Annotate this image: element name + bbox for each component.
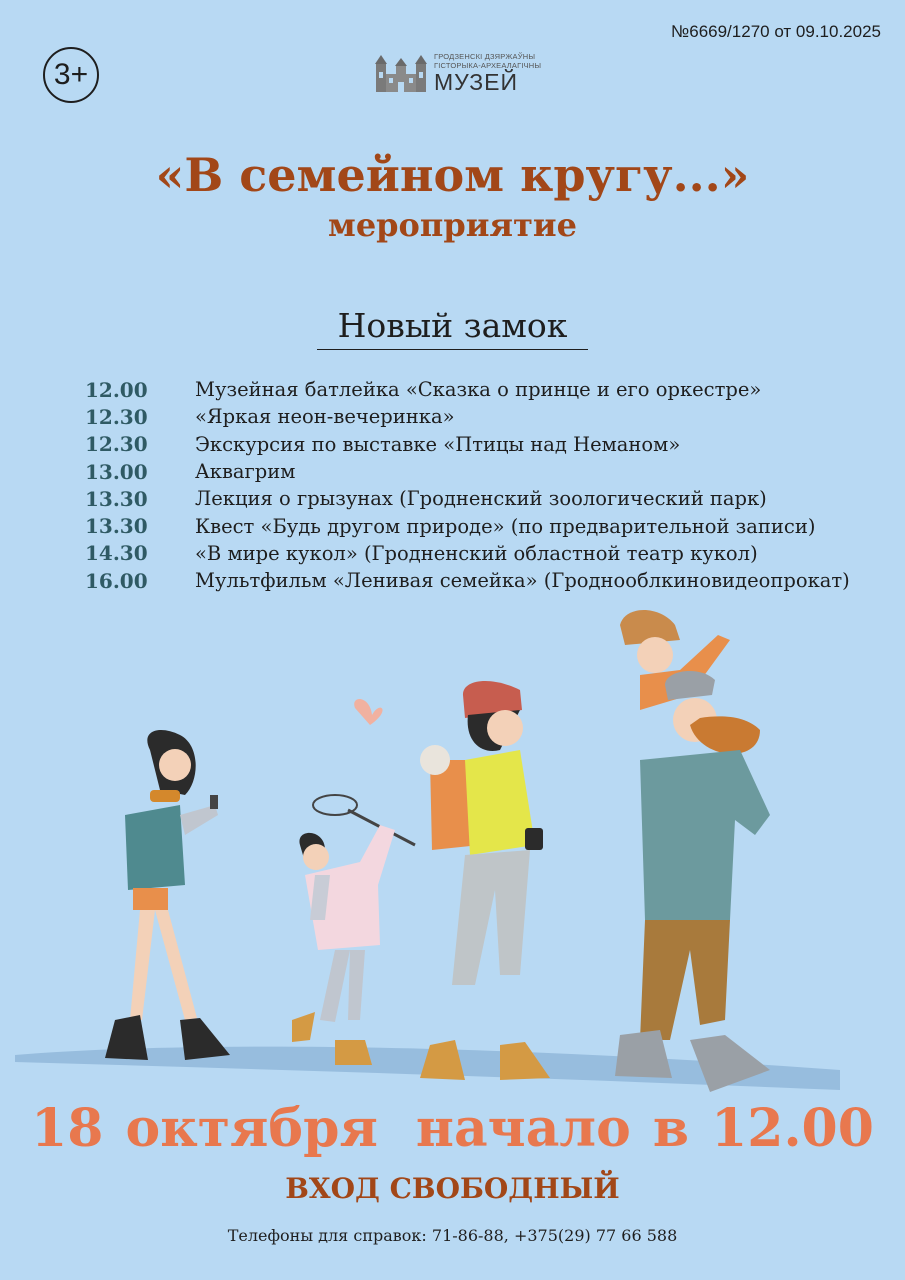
schedule-row [85,376,885,403]
event-date-line [0,1098,905,1159]
schedule-event: «Яркая неон-вечеринка» [195,405,455,429]
free-entry-notice: ВХОД СВОБОДНЫЙ [285,1172,620,1205]
logo-museum-word: МУЗЕЙ [434,69,519,95]
castle-icon [374,52,428,94]
woman-with-backpack-figure [420,681,550,1080]
father-with-child-figure [615,610,770,1092]
schedule-list [85,376,885,594]
schedule-row [85,485,885,512]
schedule-time: 12.00 [85,377,148,402]
logo-small-line-2: ГІСТОРЫКА-АРХЕАЛАГІЧНЫ [434,61,542,70]
schedule-event: Аквагрим [195,460,296,484]
schedule-event: Музейная батлейка «Сказка о принце и его оркестре» [195,378,762,402]
schedule-event: Экскурсия по выставке «Птицы над Неманом» [195,432,681,456]
schedule-row [85,540,885,567]
schedule-row [85,512,885,539]
schedule-time: 13.30 [85,514,148,539]
schedule-time: 14.30 [85,541,148,566]
schedule-event: Квест «Будь другом природе» (по предварительной записи) [195,514,816,538]
family-walking-illustration [0,600,905,1100]
logo-small-line-1: ГРОДЗЕНСКІ ДЗЯРЖАЎНЫ [434,52,536,61]
doc-number: №6669/1270 от 09.10.2025 [671,22,881,41]
schedule-row [85,458,885,485]
schedule-time: 12.30 [85,432,148,457]
event-subtitle: мероприятие [328,206,577,244]
schedule-event: Мультфильм «Ленивая семейка» (Гроднооблкиновидеопрокат) [195,569,850,593]
event-date: 18 октября [31,1098,378,1159]
event-start-time: начало в 12.00 [415,1098,874,1159]
museum-logo [374,52,541,94]
schedule-time: 16.00 [85,568,148,593]
contact-phones: Телефоны для справок: 71-86-88, +375(29) 77 66 588 [227,1226,678,1245]
schedule-time: 12.30 [85,404,148,429]
schedule-time: 13.00 [85,459,148,484]
age-rating-badge: 3+ [43,47,99,103]
venue-heading: Новый замок [317,306,588,350]
event-title: «В семейном кругу...» [155,148,750,202]
child-with-butterfly-net-figure [292,795,415,1065]
girl-with-phone-figure [105,730,230,1060]
schedule-event: Лекция о грызунах (Гродненский зоологический парк) [195,487,767,511]
schedule-time: 13.30 [85,486,148,511]
schedule-event: «В мире кукол» (Гродненский областной театр кукол) [195,541,758,565]
schedule-row [85,403,885,430]
schedule-row [85,567,885,594]
schedule-row [85,431,885,458]
